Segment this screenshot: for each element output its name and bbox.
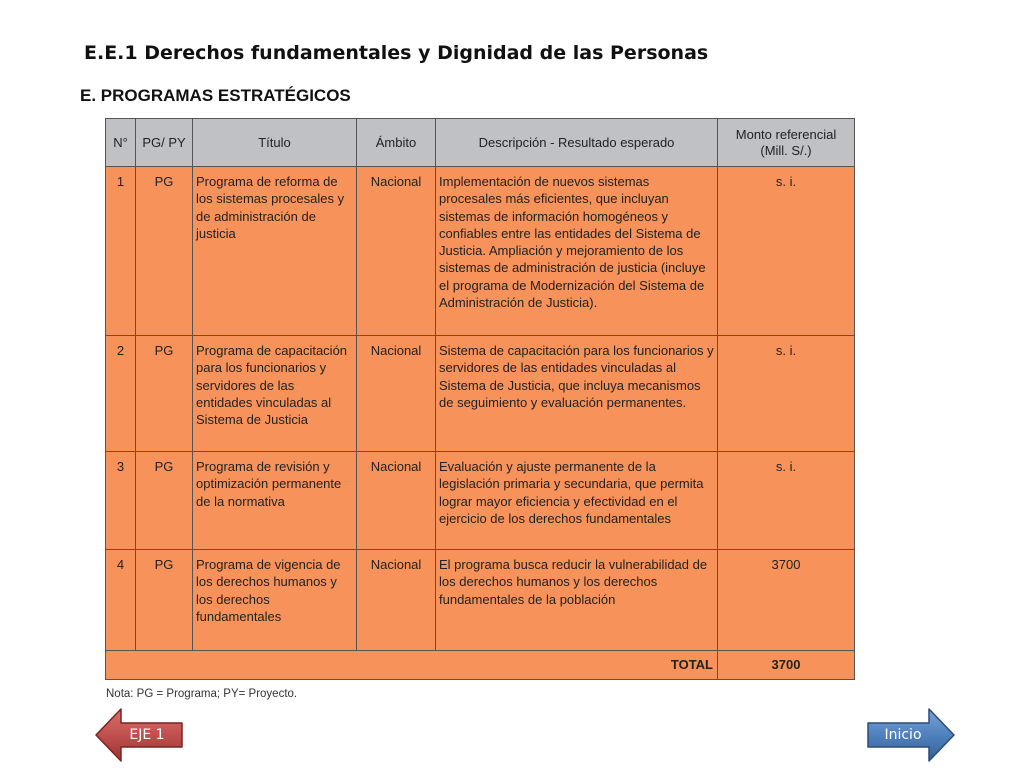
table-row [106,336,855,452]
cell-description: El programa busca reducir la vulnerabilidad de los derechos humanos y los derechos fundamentales de la población [436,550,718,651]
cell-type: PG [136,167,193,336]
cell-ambito: Nacional [357,452,436,550]
cell-title: Programa de reforma de los sistemas procesales y de administración de justicia [193,167,357,336]
header-monto-line1: Monto referencial [735,126,837,142]
table-row [106,452,855,550]
table-note: Nota: PG = Programa; PY= Proyecto. [106,688,298,700]
cell-num: 4 [106,550,136,651]
total-label: TOTAL [106,651,718,680]
cell-ambito: Nacional [357,336,436,452]
total-value: 3700 [718,651,855,680]
cell-description: Implementación de nuevos sistemas procesales más eficientes, que incluyan sistemas de información homogéneos y confiables entre las entidades del Sistema de Justicia. Ampliación y mejoramiento de los sistemas de administración de justicia (incluye el programa de Modernización del Sistema de Administración de Justicia). [436,167,718,336]
home-button[interactable] [863,706,957,764]
page-title: E.E.1 Derechos fundamentales y Dignidad de las Personas [84,42,709,64]
home-button-label: Inicio [884,727,922,743]
back-button-label: EJE 1 [129,727,165,743]
table-row [106,167,855,336]
cell-type: PG [136,336,193,452]
cell-description: Evaluación y ajuste permanente de la legislación primaria y secundaria, que permita lograr mayor eficiencia y efectividad en el ejercicio de los derechos fundamentales [436,452,718,550]
header-title: Título [193,119,357,167]
cell-monto: s. i. [718,452,855,550]
cell-num: 3 [106,452,136,550]
back-eje1-button[interactable] [93,706,187,764]
cell-ambito: Nacional [357,550,436,651]
cell-description: Sistema de capacitación para los funcionarios y servidores de las entidades vinculadas al Sistema de Justicia, que incluya mecanismos de seguimiento y evaluación permanentes. [436,336,718,452]
header-num: N° [106,119,136,167]
cell-num: 1 [106,167,136,336]
header-monto-line2: (Mill. S/.) [760,142,812,158]
header-type: PG/ PY [136,119,193,167]
section-title: E. PROGRAMAS ESTRATÉGICOS [80,86,351,105]
cell-title: Programa de revisión y optimización permanente de la normativa [193,452,357,550]
programs-table [105,118,855,680]
header-description: Descripción - Resultado esperado [436,119,718,167]
table-row [106,550,855,651]
cell-monto: 3700 [718,550,855,651]
cell-num: 2 [106,336,136,452]
cell-type: PG [136,452,193,550]
cell-ambito: Nacional [357,167,436,336]
header-ambito: Ámbito [357,119,436,167]
cell-title: Programa de vigencia de los derechos humanos y los derechos fundamentales [193,550,357,651]
cell-monto: s. i. [718,167,855,336]
table-header-row [106,119,855,167]
cell-monto: s. i. [718,336,855,452]
total-row [106,651,855,680]
cell-title: Programa de capacitación para los funcionarios y servidores de las entidades vinculadas al Sistema de Justicia [193,336,357,452]
header-monto [718,119,855,167]
cell-type: PG [136,550,193,651]
